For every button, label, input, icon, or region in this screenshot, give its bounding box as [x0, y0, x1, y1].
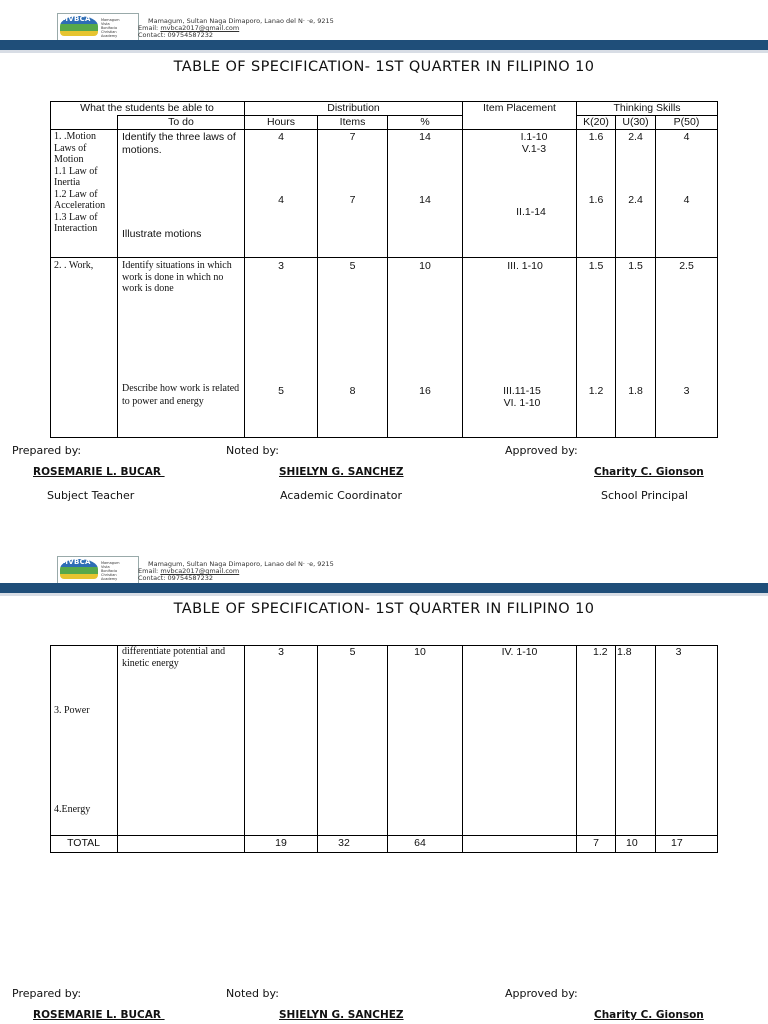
percent-value: 10 [419, 260, 431, 272]
noted-by-name: SHIELYN G. SANCHEZ [279, 1009, 404, 1021]
items-value: 7 [349, 131, 356, 143]
noted-by-role: Academic Coordinator [280, 489, 402, 502]
items-value: 5 [349, 260, 356, 272]
topic-motion: 1. .Motion Laws of Motion 1.1 Law of Inertia 1.2 Law of Acceleration 1.3 Law of Interaction [54, 131, 106, 234]
header-item-placement: Item Placement [483, 102, 556, 114]
topic-work: 2. . Work, [54, 260, 94, 271]
percent-value: 16 [419, 385, 431, 397]
approved-by-role: School Principal [601, 489, 688, 502]
approved-by-label: Approved by: [505, 987, 578, 1000]
header-band [0, 40, 768, 50]
hours-value: 4 [278, 131, 284, 143]
header-knowledge: K(20) [583, 116, 609, 128]
percent-value: 14 [419, 131, 431, 143]
competency-describe-work: Describe how work is related to power and energy [122, 383, 240, 407]
u-value: 2.4 [628, 131, 643, 143]
prepared-by-label: Prepared by: [12, 987, 82, 1000]
prepared-by-role: Subject Teacher [47, 489, 135, 502]
school-logo: MVBCA Mamagum Vista Bonifacio Christian Academy [57, 556, 139, 584]
total-k: 7 [593, 837, 599, 849]
k-value: 1.2 [588, 385, 604, 397]
school-contact: Mamagum, Sultan Naga Dimaporo, Lanao del N· ·e, 9215 Email: mvbca2017@gmail.com Contact: 09754587232 [138, 17, 334, 39]
u-value: 1.5 [628, 260, 643, 272]
placement-value: II.1-14 [516, 206, 546, 218]
hours-value: 5 [278, 385, 284, 397]
header-percent: % [420, 116, 430, 128]
header-hours: Hours [266, 116, 295, 128]
page-title: TABLE OF SPECIFICATION- 1ST QUARTER IN FILIPINO 10 [173, 601, 595, 617]
total-p: 17 [671, 837, 683, 849]
approved-by-name: Charity C. Gionson [594, 1009, 704, 1021]
percent-value: 10 [414, 646, 426, 658]
email-link[interactable]: mvbca2017@gmail.com [160, 567, 240, 575]
k-value: 1.6 [588, 131, 604, 143]
competency-differentiate-energy: differentiate potential and kinetic energy [122, 646, 226, 669]
u-value: 1.8 [628, 385, 643, 397]
header-understanding: U(30) [622, 116, 649, 128]
total-percent: 64 [414, 837, 426, 849]
total-items: 32 [338, 837, 350, 849]
p-value: 3 [683, 385, 690, 397]
items-value: 5 [349, 646, 356, 658]
school-logo: MVBCA Mamagum Vista Bonifacio Christian Academy [57, 13, 139, 41]
items-value: 8 [349, 385, 356, 397]
placement-value: III. 1-10 [507, 260, 543, 272]
noted-by-label: Noted by: [226, 987, 279, 1000]
items-value: 7 [349, 194, 356, 206]
u-value: 2.4 [628, 194, 643, 206]
k-value: 1.5 [588, 260, 604, 272]
approved-by-label: Approved by: [505, 444, 578, 457]
approved-by-name: Charity C. Gionson [594, 466, 704, 478]
school-contact: Mamagum, Sultan Naga Dimaporo, Lanao del N· ·e, 9215 Email: mvbca2017@gmail.com Contact: 09754587232 [138, 560, 334, 582]
p-value: 3 [675, 646, 682, 658]
hours-value: 3 [278, 646, 284, 658]
total-label: TOTAL [67, 837, 100, 849]
noted-by-name: SHIELYN G. SANCHEZ [279, 466, 404, 478]
competency-identify-work: Identify situations in which work is done in which no work is done [122, 260, 232, 294]
header-competency: What the students be able to [80, 102, 214, 114]
topic-power: 3. Power [54, 705, 90, 716]
header-todo: To do [168, 116, 194, 128]
total-hours: 19 [275, 837, 287, 849]
p-value: 4 [683, 194, 690, 206]
k-value: 1.2 [593, 646, 608, 658]
competency-identify-laws: Identify the three laws of motions. [122, 131, 236, 156]
header-distribution: Distribution [327, 102, 380, 114]
prepared-by-name: ROSEMARIE L. BUCAR [33, 466, 165, 478]
hours-value: 4 [278, 194, 284, 206]
placement-value: IV. 1-10 [501, 646, 538, 658]
header-band [0, 583, 768, 593]
topic-energy: 4.Energy [54, 804, 91, 815]
p-value: 2.5 [679, 260, 694, 272]
prepared-by-label: Prepared by: [12, 444, 82, 457]
competency-illustrate-motions: Illustrate motions [122, 228, 202, 240]
header-product: P(50) [673, 116, 700, 128]
header-thinking-skills: Thinking Skills [613, 102, 681, 114]
page-title: TABLE OF SPECIFICATION- 1ST QUARTER IN FILIPINO 10 [173, 59, 595, 75]
total-u: 10 [626, 837, 638, 849]
email-link[interactable]: mvbca2017@gmail.com [160, 24, 240, 32]
hours-value: 3 [278, 260, 284, 272]
percent-value: 14 [419, 194, 431, 206]
noted-by-label: Noted by: [226, 444, 279, 457]
p-value: 4 [683, 131, 690, 143]
k-value: 1.6 [588, 194, 604, 206]
placement-value: I.1-10 V.1-3 [520, 131, 548, 155]
placement-value: III.11-15 VI. 1-10 [503, 385, 541, 409]
u-value: 1.8 [617, 646, 632, 658]
prepared-by-name: ROSEMARIE L. BUCAR [33, 1009, 165, 1021]
header-items: Items [339, 116, 366, 128]
